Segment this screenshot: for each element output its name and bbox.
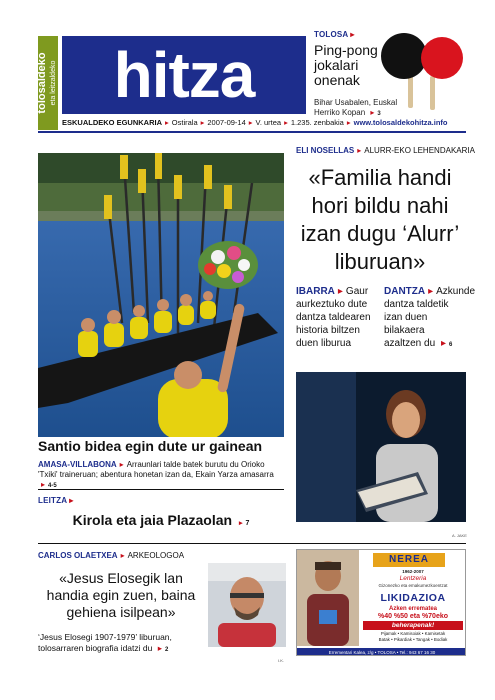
arrow-right-icon: ▸ — [350, 30, 355, 39]
side-label-sub: eta leitzaldeko — [50, 60, 57, 106]
arrow-right-icon: ▸ — [357, 146, 362, 155]
masthead-logo-block[interactable] — [62, 36, 306, 114]
bottom-name: CARLOS OLAETXEA — [38, 551, 118, 560]
interview-column-2 — [384, 285, 476, 352]
masthead-side-label — [38, 36, 58, 130]
top-right-headline: Ping-pong jokalari onenak — [314, 42, 378, 88]
leitza-headline[interactable]: Kirola eta jaia Plazaolan ▸ 7 — [72, 512, 250, 528]
ad-footer: Errementari Kalea, z/g • TOLOSA • Tel.: 943 67 16 30 — [297, 648, 466, 656]
ad-items-line: Batak • Pikardiak • Tangak • Bodiak — [378, 637, 448, 642]
arrow-right-icon: ▸ — [238, 520, 243, 527]
arrow-right-icon: ▸ — [157, 643, 162, 653]
column-kicker: DANTZA — [384, 286, 426, 297]
top-right-kicker: TOLOSA ▸ — [314, 30, 355, 39]
arrow-right-icon: ▸ — [337, 286, 343, 297]
main-location: AMASA-VILLABONA — [38, 460, 117, 469]
bottom-kicker — [38, 551, 184, 560]
divider — [38, 543, 466, 544]
website-link[interactable]: www.tolosaldekohitza.info — [353, 118, 448, 127]
ad-items — [361, 631, 465, 643]
column-text: Gaur aurkeztuko dute dantza taldearen historia biltzen duen liburua — [296, 286, 371, 349]
masthead-logo: hitza — [113, 39, 255, 111]
weekday: Ostirala — [171, 118, 198, 127]
ad-audience: Gizonezko eta emakumezkoentzat — [378, 583, 448, 588]
interview-role: ALURR-EKO LEHENDAKARIA — [364, 146, 475, 155]
arrow-right-icon: ▸ — [346, 118, 351, 127]
arrow-right-icon: ▸ — [200, 118, 205, 127]
ad-beherapenak: beherapenak! — [363, 621, 463, 630]
ad-lentzeria: Lentzeria — [399, 575, 427, 582]
arrow-right-icon: ▸ — [428, 286, 434, 297]
bottom-photo[interactable] — [208, 563, 286, 647]
main-headline[interactable]: Santio bidea egin dute ur gainean — [38, 438, 263, 454]
top-right-sub: Bihar Usabalen, Euskal Herriko Kopan ▸ 3 — [314, 98, 398, 117]
ad-model-photo — [297, 550, 359, 646]
column-text: Azkunde dantza taldetik izan duen bilakaera azaltzen du — [384, 286, 476, 349]
page-ref: 4-5 — [48, 483, 57, 489]
info-bar — [62, 116, 466, 130]
page-ref: 2 — [165, 647, 169, 653]
arrow-right-icon: ▸ — [440, 338, 446, 349]
ad-percentages: %40 %50 eta %70eko — [377, 613, 449, 620]
interview-name: ELI NOSELLAS — [296, 146, 355, 155]
arrow-right-icon: ▸ — [248, 118, 253, 127]
main-photo[interactable] — [38, 153, 284, 437]
page-ref: 3 — [377, 111, 381, 117]
date: 2007-09-14 — [207, 118, 246, 127]
arrow-right-icon: ▸ — [69, 496, 74, 505]
leitza-kicker: LEITZA ▸ — [38, 496, 74, 505]
bottom-sub: ‘Jesus Elosegi 1907-1979’ liburuan, tolosarraren biografia idatzi du ▸ 2 — [38, 632, 172, 653]
ad-logo: NEREA — [373, 553, 445, 567]
arrow-right-icon: ▸ — [284, 118, 288, 127]
arrow-right-icon: ▸ — [41, 480, 46, 489]
ad-azken: Azken errematea — [388, 606, 438, 612]
arrow-right-icon: ▸ — [165, 118, 169, 127]
arrow-right-icon: ▸ — [119, 460, 124, 469]
divider — [38, 489, 284, 490]
main-subhead — [38, 460, 284, 491]
edition-label: ESKUALDEKO EGUNKARIA — [62, 118, 163, 127]
page-ref: 7 — [245, 520, 250, 527]
issue-number: 1.235. zenbakia — [290, 118, 344, 127]
nerea-advertisement[interactable] — [296, 549, 466, 656]
bottom-quote[interactable]: «Jesus Elosegik lan handia egin zuen, baina gehiena isilpean» — [46, 570, 196, 620]
man-portrait-photo — [208, 563, 286, 647]
main-sub-text: Arraunlari talde batek burutu du Orioko 'Txiki' traineruan; abentura honetan izan da, Ekain Yarza amasarra — [38, 460, 274, 479]
ad-years: 1962-2007 — [402, 569, 424, 574]
rowing-boat-photo — [38, 153, 284, 437]
ad-items-line: Pijamak • Kamisoiak • Kamisetak — [380, 631, 446, 636]
interview-column-1 — [296, 285, 376, 350]
year: V. urtea — [255, 118, 282, 127]
arrow-right-icon: ▸ — [370, 108, 375, 117]
divider — [38, 131, 466, 133]
ad-photo — [297, 550, 359, 646]
photo-credit: I.K. — [278, 658, 285, 663]
interview-quote[interactable]: «Familia handi hori bildu nahi izan dugu ‘Alurr’ liburuan» — [300, 165, 460, 274]
woman-reading-photo — [296, 372, 466, 522]
interview-kicker — [296, 146, 475, 155]
interview-photo[interactable] — [296, 372, 466, 522]
side-label-main: tolosaldeko — [36, 52, 48, 114]
photo-credit: A. JAKE — [452, 533, 467, 538]
ping-pong-paddle-red-icon — [416, 36, 466, 112]
ad-likidazioa: LIKIDAZIOA — [380, 592, 446, 604]
bottom-role: ARKEOLOGOA — [127, 551, 185, 560]
column-kicker: IBARRA — [296, 286, 335, 297]
page-ref: 6 — [448, 342, 453, 348]
arrow-right-icon: ▸ — [120, 551, 125, 560]
